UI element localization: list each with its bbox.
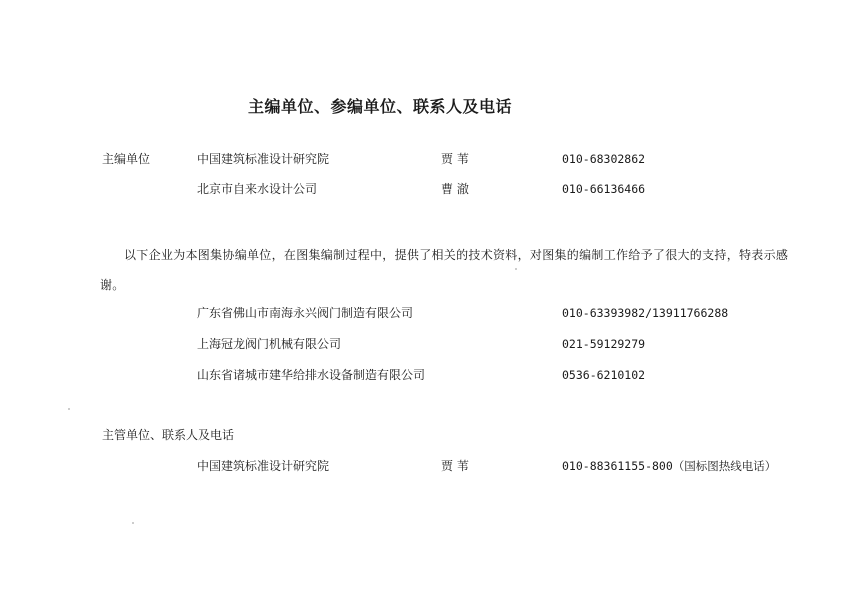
co-unit-org: 广东省佛山市南海永兴阀门制造有限公司 xyxy=(197,306,414,320)
chief-unit-person: 曹 澈 xyxy=(441,182,469,196)
chief-unit-org: 北京市自来水设计公司 xyxy=(197,182,318,196)
scan-speck xyxy=(68,408,70,410)
co-unit-phone: 010-63393982/13911766288 xyxy=(562,306,729,320)
co-unit-org: 山东省诸城市建华给排水设备制造有限公司 xyxy=(197,368,426,382)
chief-unit-phone: 010-66136466 xyxy=(562,182,646,196)
co-unit-phone: 0536-6210102 xyxy=(562,368,646,382)
scan-speck xyxy=(132,522,134,524)
chief-unit-org: 中国建筑标准设计研究院 xyxy=(197,152,330,166)
supervisor-org: 中国建筑标准设计研究院 xyxy=(197,459,330,473)
chief-unit-person: 贾 苇 xyxy=(441,152,469,166)
supervisor-person: 贾 苇 xyxy=(441,459,469,473)
scan-speck xyxy=(515,268,517,270)
page-title: 主编单位、参编单位、联系人及电话 xyxy=(248,97,513,116)
supervisor-phone: 010-88361155-800（国标图热线电话） xyxy=(562,459,777,473)
supervisor-label: 主管单位、联系人及电话 xyxy=(102,428,235,442)
co-unit-org: 上海冠龙阀门机械有限公司 xyxy=(197,337,342,351)
co-unit-phone: 021-59129279 xyxy=(562,337,646,351)
chief-units-label: 主编单位 xyxy=(102,152,151,166)
chief-unit-phone: 010-68302862 xyxy=(562,152,646,166)
acknowledgement-paragraph: 以下企业为本图集协编单位，在图集编制过程中，提供了相关的技术资料，对图集的编制工作给予了很大的支持，特表示感谢。 xyxy=(100,248,789,292)
